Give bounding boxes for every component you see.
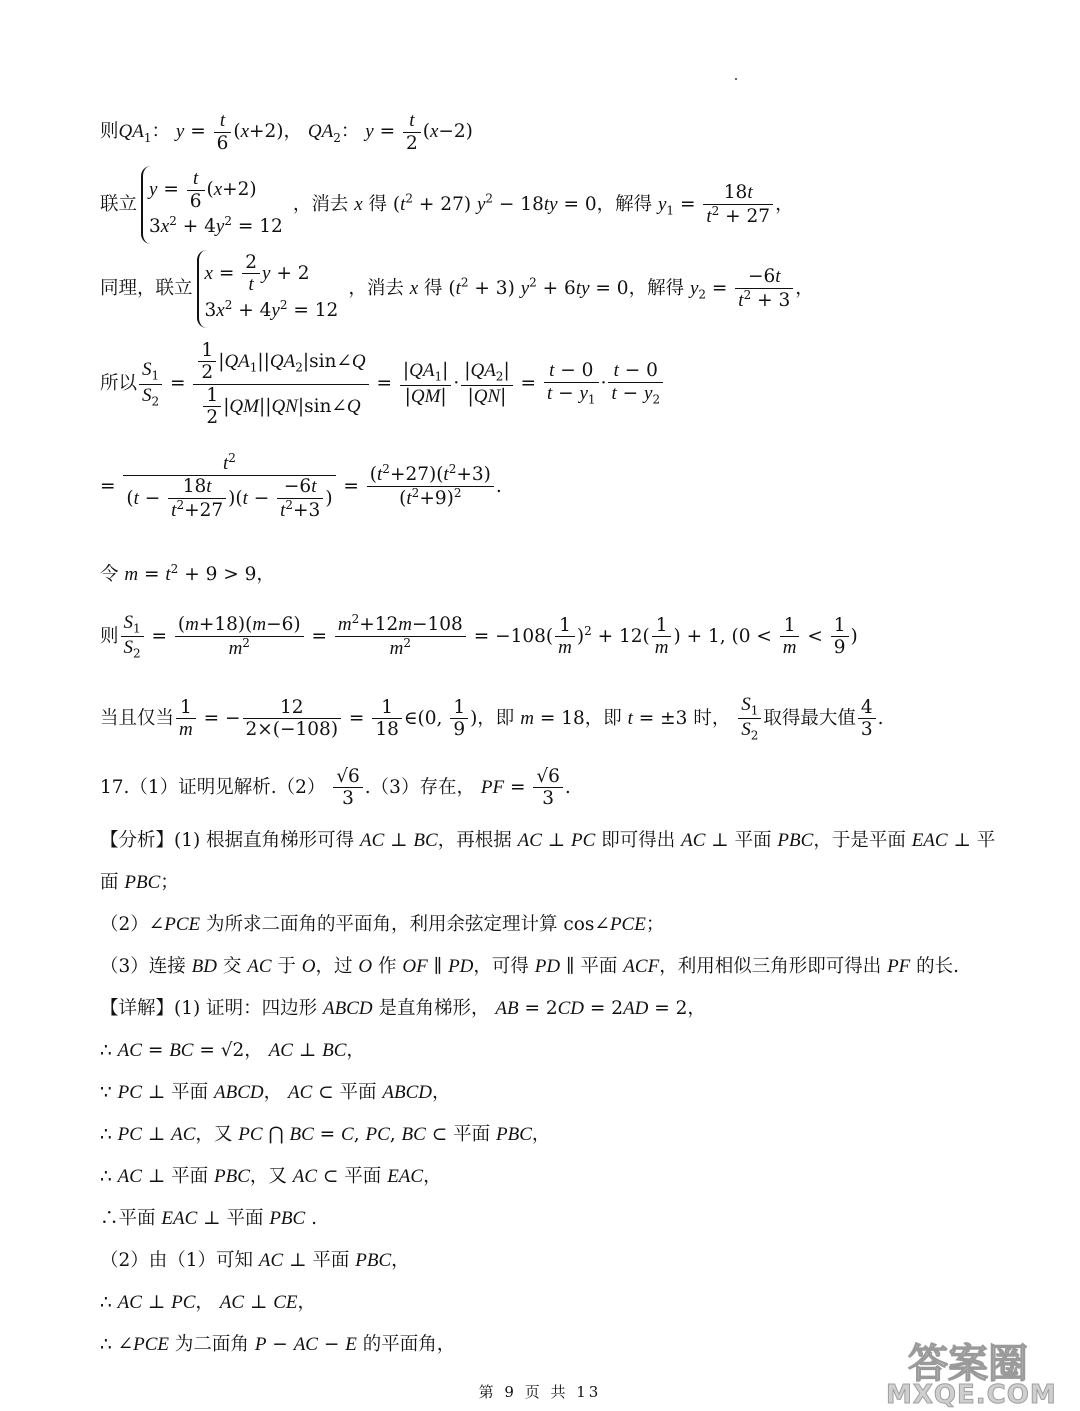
line-system-1: 联立 y = $\frac{t}{6}$ (x+2) $3x^2 + 4y^2 = 12$ ，消去 x 得 $(t^2 + 27) y^2 - 18ty = 0$，解得 $y_1$ = $\frac{18t}{t^2 + 27}$ ， <box>100 166 794 244</box>
line-max-value: 当且仅当 $\frac{1}{m}$ = − $\frac{12}{2\times(-108)}$ = $\frac{1}{18}$ ∈(0, $\frac{1}{9}$ )，即 m = 18，即 t = ±3 时， $\frac{S_1}{S_2}$ 取得最大值 $\frac{4}{3}$ . <box>100 694 884 744</box>
line-detail-1: 【详解】(1) 证明：四边形 ABCD 是直角梯形， AB = 2CD = 2AD = 2， <box>100 998 706 1019</box>
line-analysis-2: 面 PBC； <box>100 872 179 893</box>
line-system-2: 同理，联立 x = $\frac{2}{t}$ y + 2 $3x^2 + 4y^2 = 12$ ，消去 x 得 $(t^2 + 3) y^2 + 6ty = 0$，解得 $y_2$ = $\frac{-6t}{t^2 + 3}$ ， <box>100 250 814 328</box>
line-detail-2: ∴ AC = BC = √2， AC ⊥ BC， <box>100 1040 365 1061</box>
line-detail-5: ∴ AC ⊥ 平面 PBC，又 AC ⊂ 平面 EAC， <box>100 1166 442 1187</box>
line-analysis-4: （3）连接 BD 交 AC 于 O，过 O 作 OF ∥ PD，可得 PD ∥ 平面 ACF，利用相似三角形即可得出 PF 的长. <box>100 956 960 977</box>
line-area-ratio: 所以 $\frac{S_1}{S_2}$ = $\frac{1}{2}$ $|QA_1||QA_2|\sin\angle Q$ $\frac{1}{2}$ |QM||QN|sin∠Q = $\frac{|QA_1|}{|QM|}$ · $\frac{|QA_2|}{|QN|}$ = $\frac{t - 0}{t - y_1}$ · $\frac{t - 0}{t - y_2}$ <box>100 340 665 428</box>
line-let-m: 令 $m = t^2 + 9 > 9$， <box>100 562 275 586</box>
line-detail-4: ∴ PC ⊥ AC，又 PC ⋂ BC = C, PC, BC ⊂ 平面 PBC， <box>100 1124 551 1145</box>
watermark-logo <box>880 1330 1070 1410</box>
watermark-text-bottom: MXQE.COM <box>886 1380 1057 1410</box>
line-detail-3: ∵ PC ⊥ 平面 ABCD， AC ⊂ 平面 ABCD， <box>100 1082 451 1103</box>
line-simplified-ratio: = $t^2$ (t − $\frac{18t}{t^2+27}$ )(t − $\frac{-6t}{t^2+3}$ ) = $\frac{(t^2+27)(t^2+3)}{(t^2+9)^2}$ . <box>100 451 502 521</box>
line-analysis-3: （2）∠PCE 为所求二面角的平面角，利用余弦定理计算 cos∠PCE； <box>100 914 665 935</box>
stray-dot <box>735 78 737 80</box>
line-qa-equations: 则$QA_1$： y = $\frac{t}{6}$ (x+2)， $QA_2$： y = $\frac{t}{2}$ (x−2) <box>100 110 473 154</box>
line-analysis-1: 【分析】(1) 根据直角梯形可得 AC ⊥ BC，再根据 AC ⊥ PC 即可得出 AC ⊥ 平面 PBC，于是平面 EAC ⊥ 平 <box>100 830 996 851</box>
line-q17-answer: 17.（1）证明见解析.（2） $\frac{√6}{3}$ .（3）存在， PF = $\frac{√6}{3}$ . <box>100 766 571 810</box>
line-detail-7: （2）由（1）可知 AC ⊥ 平面 PBC， <box>100 1250 410 1271</box>
line-detail-8: ∴ AC ⊥ PC， AC ⊥ CE， <box>100 1292 317 1313</box>
line-detail-6: ∴平面 EAC ⊥ 平面 PBC . <box>100 1208 317 1229</box>
line-quadratic-form: 则 $\frac{S_1}{S_2}$ = $\frac{(m+18)(m-6)}{m^2}$ = $\frac{m^2+12m-108}{m^2}$ = −108( $\frac{1}{m}$ )$^2$ + 12( $\frac{1}{m}$ ) + 1, (0 < $\frac{1}{m}$ < $\frac{1}{9}$ ) <box>100 612 858 662</box>
watermark-text-top: 答案圈 <box>908 1341 1028 1387</box>
page-footer: 第 9 页 共 13 <box>478 1383 602 1401</box>
line-detail-9: ∴ ∠PCE 为二面角 P − AC − E 的平面角， <box>100 1334 456 1355</box>
